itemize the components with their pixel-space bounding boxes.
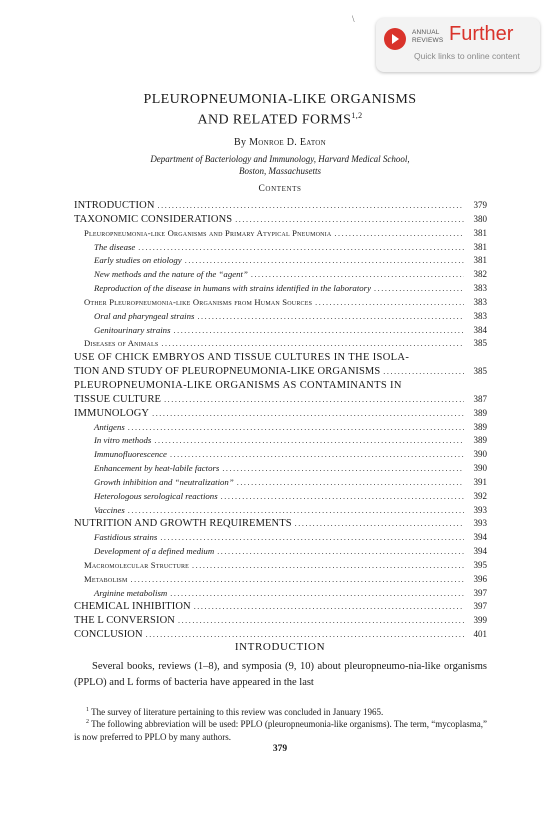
footnote-1-number: 1: [86, 707, 89, 713]
page-number: 379: [272, 744, 288, 754]
toc-entry-label: Metabolism: [84, 573, 128, 584]
toc-entry-label: Diseases of Animals: [84, 338, 159, 349]
article-title: [0, 92, 560, 129]
toc-entry-page: 390: [473, 463, 487, 474]
toc-entry: [74, 477, 487, 491]
further-title: Further: [449, 23, 514, 45]
stray-mark: \: [352, 14, 355, 24]
play-arrow-icon: [384, 28, 406, 50]
toc-leader-dots: [152, 409, 464, 418]
footnote-2: [74, 716, 487, 744]
toc-entry: [74, 242, 487, 256]
toc-entry-page: 385: [473, 366, 487, 377]
toc-entry: [74, 491, 487, 505]
toc-entry-page: 384: [473, 324, 487, 335]
toc-leader-dots: [161, 339, 464, 348]
toc-entry-label: INTRODUCTION: [74, 200, 155, 211]
toc-entry-page: 389: [473, 421, 487, 432]
toc-entry: [74, 601, 487, 615]
toc-entry-page: 389: [473, 435, 487, 446]
toc-entry-label: Genitourinary strains: [94, 324, 171, 335]
toc-entry-page: 380: [473, 213, 487, 224]
toc-entry-label: Macromolecular Structure: [84, 559, 190, 570]
toc-entry-label: New methods and the nature of the “agent”: [94, 269, 248, 280]
toc-entry-page: 381: [473, 227, 487, 238]
toc-leader-dots: [251, 270, 464, 279]
toc-entry: [74, 449, 487, 463]
toc-entry-page: 397: [473, 601, 487, 612]
toc-entry: [74, 269, 487, 283]
footnote-1-text: The survey of literature pertaining to this review was concluded in January 1965.: [91, 707, 384, 717]
toc-leader-dots: [128, 506, 464, 515]
toc-leader-dots: [334, 229, 464, 238]
toc-entry-page: 392: [473, 490, 487, 501]
toc-entry-page: 393: [473, 518, 487, 529]
toc-entry: [74, 463, 487, 477]
toc-entry: [74, 546, 487, 560]
toc-leader-dots: [138, 243, 464, 252]
toc-entry-page: 395: [473, 559, 487, 570]
toc-entry-label: Reproduction of the disease in humans with strains identified in the laboratory: [94, 283, 372, 294]
toc-entry-label: Oral and pharyngeal strains: [94, 310, 195, 321]
toc-entry: [74, 588, 487, 602]
toc-entry-label: Pleuropneumonia-like Organisms and Primary Atypical Pneumonia: [84, 227, 332, 238]
toc-entry-label: Antigens: [94, 421, 125, 432]
toc-leader-dots: [158, 201, 464, 210]
toc-leader-dots: [217, 547, 464, 556]
toc-entry-page: 381: [473, 255, 487, 266]
toc-entry-label: IMMUNOLOGY: [74, 407, 150, 419]
footnote-2-text: The following abbreviation will be used: PPLO (pleuropneumonia-like organisms). The term, “mycoplasma,” is now preferred to PPLO by many authors.: [74, 719, 488, 742]
toc-entry: [74, 352, 487, 366]
toc-entry: [74, 394, 487, 408]
title-footnote-marks: 1,2: [351, 111, 363, 120]
toc-leader-dots: [221, 492, 464, 501]
toc-entry-label: Growth inhibition and “neutralization”: [94, 476, 234, 487]
toc-leader-dots: [174, 326, 465, 335]
toc-leader-dots: [194, 602, 464, 611]
toc-leader-dots: [383, 367, 464, 376]
toc-entry: [74, 325, 487, 339]
toc-entry-label: TION AND STUDY OF PLEUROPNEUMONIA-LIKE ORGANISMS: [74, 366, 381, 378]
toc-entry-label: Vaccines: [94, 504, 125, 515]
annual-reviews-wordmark: [412, 29, 443, 44]
toc-entry-page: 383: [473, 296, 487, 307]
toc-entry-page: 399: [473, 615, 487, 626]
title-line-2-text: AND RELATED FORMS: [197, 112, 352, 128]
toc-entry-page: 381: [473, 241, 487, 252]
toc-leader-dots: [374, 284, 464, 293]
toc-entry: [74, 435, 487, 449]
title-line-2: [0, 108, 560, 129]
toc-entry: [74, 283, 487, 297]
toc-entry: [74, 518, 487, 532]
toc-entry-label: PLEUROPNEUMONIA-LIKE ORGANISMS AS CONTAMINANTS IN: [74, 379, 402, 391]
toc-entry: [74, 311, 487, 325]
affiliation-line-2: Boston, Massachusetts: [239, 166, 321, 176]
toc-entry-label: TAXONOMIC CONSIDERATIONS: [74, 213, 233, 225]
toc-leader-dots: [146, 630, 464, 639]
author-name: Monroe D. Eaton: [249, 137, 326, 148]
toc-entry-page: 396: [473, 573, 487, 584]
toc-leader-dots: [197, 312, 464, 321]
toc-entry-label: Development of a defined medium: [94, 546, 215, 557]
toc-entry-page: 397: [473, 587, 487, 598]
toc-entry-label: Fastidious strains: [94, 532, 158, 543]
intro-paragraph: Several books, reviews (1–8), and symposia (9, 10) about pleuropneumo-nia-like organisms (PPLO) and L forms of bacteria have appeared in the last: [74, 661, 487, 688]
table-of-contents: [74, 200, 487, 643]
toc-leader-dots: [315, 298, 464, 307]
toc-entry: [74, 338, 487, 352]
title-line-1: PLEUROPNEUMONIA-LIKE ORGANISMS: [143, 92, 417, 107]
toc-leader-dots: [154, 436, 464, 445]
toc-entry-label: NUTRITION AND GROWTH REQUIREMENTS: [74, 518, 292, 530]
toc-entry: [74, 422, 487, 436]
toc-entry-label: THE L CONVERSION: [74, 615, 175, 627]
toc-entry-label: CONCLUSION: [74, 629, 143, 641]
footnote-2-number: 2: [86, 719, 89, 725]
toc-leader-dots: [170, 450, 464, 459]
toc-entry-page: 385: [473, 338, 487, 349]
toc-entry-label: Arginine metabolism: [94, 587, 168, 598]
author-line: [0, 137, 560, 148]
toc-entry-page: 389: [473, 407, 487, 418]
toc-leader-dots: [170, 589, 464, 598]
contents-heading: Contents: [258, 184, 302, 194]
toc-entry-page: 393: [473, 504, 487, 515]
section-heading: INTRODUCTION: [234, 641, 326, 653]
toc-entry: [74, 615, 487, 629]
toc-entry-label: CHEMICAL INHIBITION: [74, 601, 191, 613]
toc-entry-label: Heterologous serological reactions: [94, 490, 218, 501]
toc-entry-label: USE OF CHICK EMBRYOS AND TISSUE CULTURES IN THE ISOLA-: [74, 352, 410, 364]
brand-line-2: REVIEWS: [412, 36, 444, 44]
toc-leader-dots: [235, 215, 464, 224]
further-subtitle: Quick links to online content: [414, 51, 520, 61]
toc-leader-dots: [222, 464, 464, 473]
toc-entry-label: In vitro methods: [94, 435, 152, 446]
toc-entry-page: 390: [473, 449, 487, 460]
toc-entry-page: 391: [473, 476, 487, 487]
toc-leader-dots: [295, 519, 464, 528]
toc-leader-dots: [128, 423, 464, 432]
toc-entry-page: 394: [473, 532, 487, 543]
toc-entry-page: 401: [473, 629, 487, 640]
toc-entry: [74, 255, 487, 269]
toc-entry-label: TISSUE CULTURE: [74, 393, 162, 405]
toc-entry-page: 383: [473, 283, 487, 294]
affiliation-line-1: Department of Bacteriology and Immunology, Harvard Medical School,: [150, 154, 410, 164]
toc-entry-page: 382: [473, 269, 487, 280]
toc-entry-page: 387: [473, 393, 487, 404]
toc-entry-label: The disease: [94, 241, 136, 252]
toc-entry: [74, 532, 487, 546]
toc-entry-label: Enhancement by heat-labile factors: [94, 463, 220, 474]
toc-entry: [74, 380, 487, 394]
toc-leader-dots: [192, 561, 464, 570]
toc-entry: [74, 560, 487, 574]
toc-entry: [74, 408, 487, 422]
toc-entry: [74, 214, 487, 228]
affiliation: [0, 153, 560, 177]
author-prefix: By: [234, 137, 247, 148]
toc-entry-page: 379: [473, 200, 487, 210]
toc-entry-page: 394: [473, 546, 487, 557]
toc-entry-label: Immunofluorescence: [94, 449, 167, 460]
toc-entry: [74, 200, 487, 214]
toc-leader-dots: [237, 478, 464, 487]
toc-entry: [74, 366, 487, 380]
toc-leader-dots: [164, 395, 464, 404]
toc-entry-label: Other Pleuropneumonia-like Organisms from Human Sources: [84, 296, 313, 307]
toc-entry: [74, 297, 487, 311]
toc-entry: [74, 505, 487, 519]
toc-leader-dots: [160, 533, 464, 542]
toc-entry: [74, 228, 487, 242]
toc-leader-dots: [185, 256, 464, 265]
toc-entry: [74, 574, 487, 588]
toc-entry-label: Early studies on etiology: [94, 255, 182, 266]
toc-entry-page: 383: [473, 310, 487, 321]
annual-reviews-further-badge[interactable]: [376, 18, 540, 72]
toc-leader-dots: [131, 575, 465, 584]
brand-line-1: ANNUAL: [412, 29, 440, 36]
toc-leader-dots: [178, 616, 464, 625]
